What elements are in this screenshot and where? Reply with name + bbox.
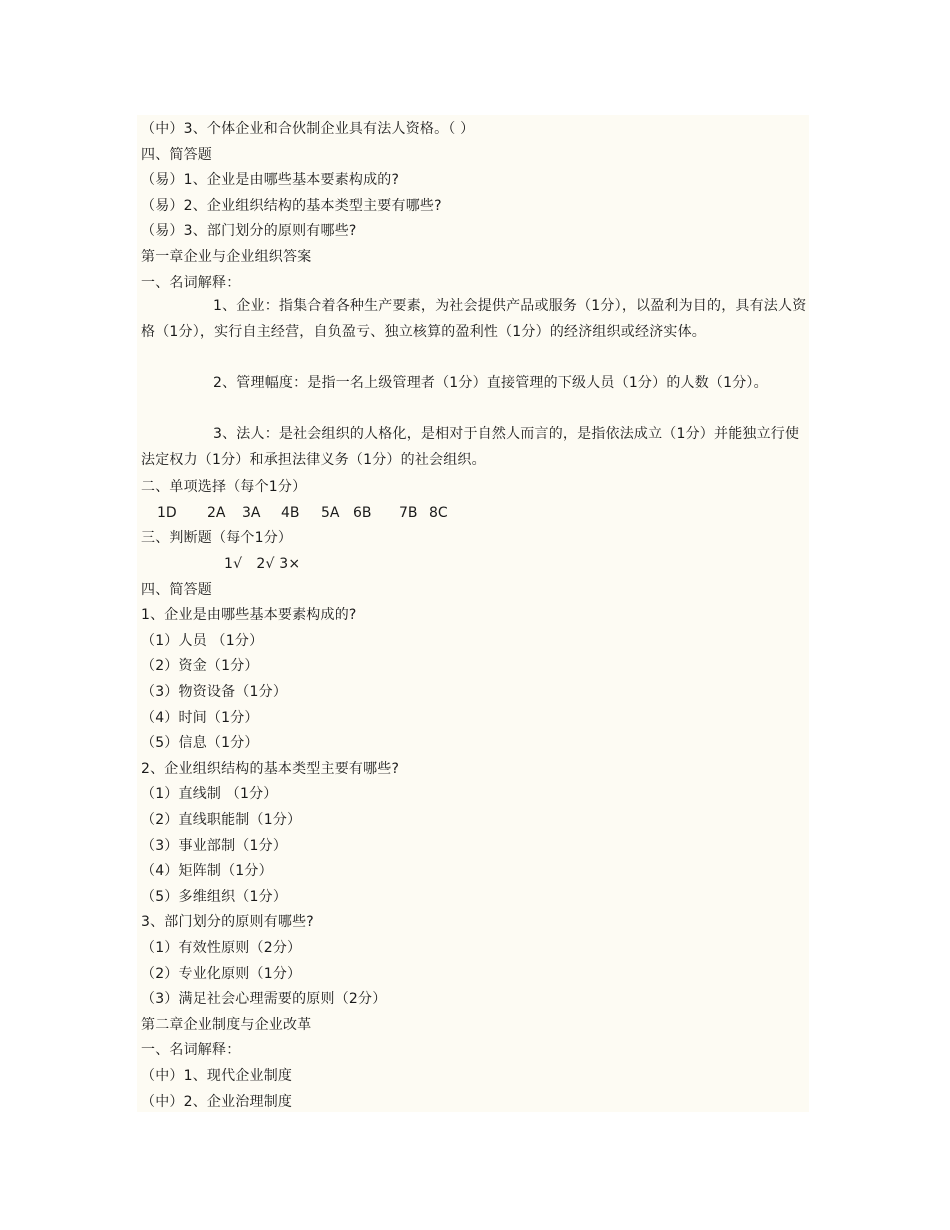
question-line: （易）3、部门划分的原则有哪些? <box>141 223 357 239</box>
answer-question: 1、企业是由哪些基本要素构成的? <box>141 607 357 623</box>
answer-point: （5）多维组织（1分） <box>141 889 288 905</box>
definition-paragraph: 1、企业：指集合着各种生产要素，为社会提供产品或服务（1分），以盈利为目的，具有法人资格（1分），实行自主经营，自负盈亏、独立核算的盈利性（1分）的经济组织或经济实体。 <box>141 298 807 340</box>
chapter-title: 第二章企业制度与企业改革 <box>141 1017 312 1033</box>
question-line: （易）2、企业组织结构的基本类型主要有哪些? <box>141 198 442 214</box>
answer-point: （2）直线职能制（1分） <box>141 812 302 828</box>
definition-paragraph: 3、法人：是社会组织的人格化，是相对于自然人而言的，是指依法成立（1分）并能独立行使法定权力（1分）和承担法律义务（1分）的社会组织。 <box>141 426 800 468</box>
answer-item: 6B <box>353 505 372 521</box>
answer-point: （2）专业化原则（1分） <box>141 966 302 982</box>
question-line: （易）1、企业是由哪些基本要素构成的? <box>141 172 400 188</box>
section-heading: 二、单项选择（每个1分） <box>141 479 307 495</box>
question-line: （中）1、现代企业制度 <box>141 1068 293 1084</box>
true-false-answers: 1√ 2√ 3× <box>224 556 301 572</box>
definition-paragraph: 2、管理幅度：是指一名上级管理者（1分）直接管理的下级人员（1分）的人数（1分）。 <box>213 375 768 391</box>
answer-point: （2）资金（1分） <box>141 658 259 674</box>
multiple-choice-answers <box>157 504 448 522</box>
answer-item: 3A <box>242 505 261 521</box>
answer-point: （5）信息（1分） <box>141 735 259 751</box>
section-heading: 一、名词解释： <box>141 275 241 291</box>
answer-point: （3）满足社会心理需要的原则（2分） <box>141 991 387 1007</box>
section-heading: 三、判断题（每个1分） <box>141 530 293 546</box>
answer-point: （1）直线制 （1分） <box>141 786 278 802</box>
answer-item: 4B <box>281 505 300 521</box>
answer-question: 3、部门划分的原则有哪些? <box>141 914 314 930</box>
section-heading: 四、简答题 <box>141 582 212 598</box>
chapter-answers-title: 第一章企业与企业组织答案 <box>141 249 312 265</box>
answer-point: （1）有效性原则（2分） <box>141 940 302 956</box>
answer-point: （1）人员 （1分） <box>141 633 264 649</box>
answer-point: （4）时间（1分） <box>141 710 259 726</box>
answer-item: 1D <box>157 505 177 521</box>
answer-item: 2A <box>207 505 226 521</box>
question-line: （中）3、个体企业和合伙制企业具有法人资格。（ ） <box>141 121 475 137</box>
text-block <box>137 115 809 1112</box>
answer-question: 2、企业组织结构的基本类型主要有哪些? <box>141 761 400 777</box>
answer-item: 7B <box>399 505 418 521</box>
section-heading: 四、简答题 <box>141 147 212 163</box>
question-line: （中）2、企业治理制度 <box>141 1094 293 1110</box>
answer-point: （4）矩阵制（1分） <box>141 863 273 879</box>
answer-point: （3）事业部制（1分） <box>141 838 288 854</box>
answer-point: （3）物资设备（1分） <box>141 684 288 700</box>
section-heading: 一、名词解释： <box>141 1042 241 1058</box>
answer-item: 5A <box>321 505 340 521</box>
answer-item: 8C <box>429 505 448 521</box>
